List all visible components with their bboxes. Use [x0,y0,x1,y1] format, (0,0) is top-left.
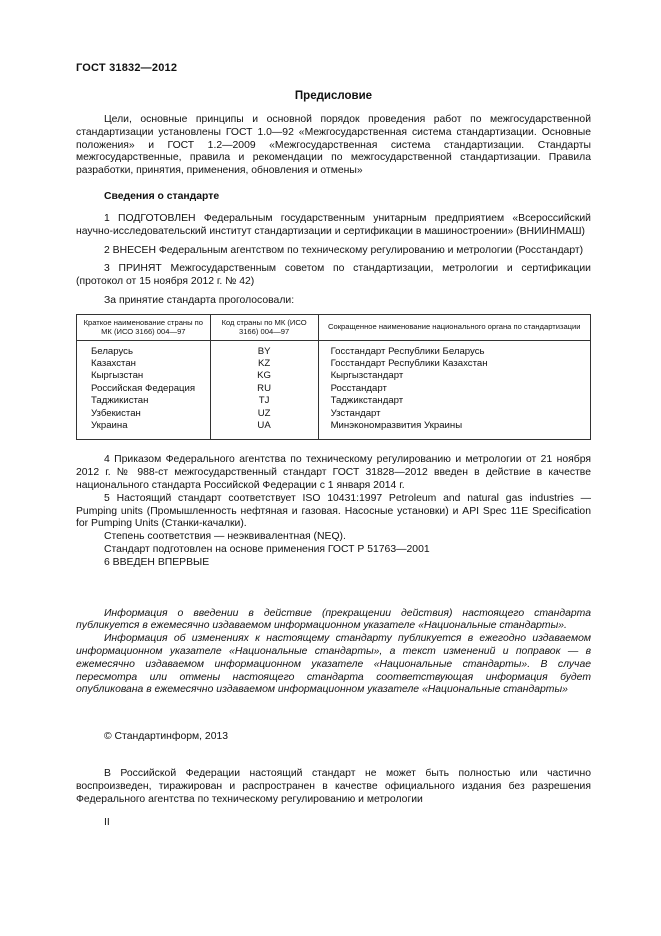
table-header-code: Код страны по МК (ИСО 3166) 004—97 [210,314,318,340]
basis-line: Стандарт подготовлен на основе применения ГОСТ Р 51763—2001 [104,544,430,555]
copyright-line: © Стандартинформ, 2013 [104,731,229,743]
cell-org: Узстандарт [318,408,590,420]
cell-code: BY [210,340,318,358]
cell-country: Кыргызстан [77,370,211,382]
clause-5-correspondence: 5 Настоящий стандарт соответствует ISO 10431:1997 Petroleum and natural gas industries — Pumping units (Промышленность нефтяная и газовая. Насосные установки) и API Spec 11E Specification for Pumping Units (Станки-качалки). [76,492,591,530]
publication-notes [76,608,591,698]
table-row [77,420,591,440]
clause-1-prepared: 1 ПОДГОТОВЛЕН Федеральным государственным унитарным предприятием «Всероссийский научно-исследовательский институт стандартизации и сертификации в машиностроении» (ВНИИНМАШ) [76,212,591,237]
cell-org: Госстандарт Республики Казахстан [318,358,590,370]
clause-3-accepted: 3 ПРИНЯТ Межгосударственным советом по стандартизации, метрологии и сертификации (протокол от 15 ноября 2012 г. № 42) [76,263,591,288]
cell-country: Таджикистан [77,395,211,407]
table-row [77,383,591,395]
cell-country: Украина [77,420,211,440]
table-row [77,370,591,382]
cell-code: TJ [210,395,318,407]
cell-org: Госстандарт Республики Беларусь [318,340,590,358]
cell-code: UZ [210,408,318,420]
voting-table-body [77,340,591,440]
doc-number: ГОСТ 31832—2012 [76,62,178,74]
cell-code: KG [210,370,318,382]
cell-code: UA [210,420,318,440]
cell-org: Таджикстандарт [318,395,590,407]
cell-country: Беларусь [77,340,211,358]
clause-2-submitted: 2 ВНЕСЕН Федеральным агентством по техническому регулированию и метрологии (Росстандарт) [104,244,584,256]
table-row [77,340,591,358]
voting-table-header [77,314,591,340]
degree-line: Степень соответствия — неэквивалентная (NEQ). [104,531,346,543]
table-row [77,358,591,370]
table-row [77,395,591,407]
note-enactment: Информация о введении в действие (прекращении действия) настоящего стандарта публикуется в ежемесячно издаваемом информационном указателе «Национальные стандарты». [76,607,591,632]
cell-code: RU [210,383,318,395]
table-row [77,408,591,420]
vote-intro-line: За принятие стандарта проголосовали: [104,294,295,306]
cell-org: Росстандарт [318,383,590,395]
note-amendments: Информация об изменениях к настоящему стандарту публикуется в ежегодно издаваемом информационном указателе «Национальные стандарты», а текст изменений и поправок — в ежемесячно издаваемом информационном указателе «Национальные стандарты». В случае пересмотра или отмены настоящего стандарта соответствующая информация будет опубликована в ежемесячно издаваемом информационном указателе «Национальные стандарты» [76,633,591,696]
page-content [76,62,591,830]
table-header-country: Краткое наименование страны по МК (ИСО 3166) 004—97 [77,314,211,340]
cell-org: Минэкономразвития Украины [318,420,590,440]
table-header-row [77,314,591,340]
voting-table [76,314,591,441]
cell-code: KZ [210,358,318,370]
standard-info-heading: Сведения о стандарте [104,190,220,202]
page-title: Предисловие [294,90,373,102]
cell-country: Узбекистан [77,408,211,420]
cell-org: Кыргызстандарт [318,370,590,382]
reproduction-restriction: В Российской Федерации настоящий стандарт не может быть полностью или частично воспроизведен, тиражирован и распространен в качестве официального издания без разрешения Федерального агентства по техническому регулированию и метрологии [76,767,591,805]
clause-4-order: 4 Приказом Федерального агентства по техническому регулированию и метрологии от 21 ноября 2012 г. № 988-ст межгосударственный стандарт ГОСТ 31828—2012 введен в действие в качестве национального стандарта Российской Федерации с 1 января 2014 г. [76,454,591,492]
cell-country: Казахстан [77,358,211,370]
page-number: II [104,817,110,829]
table-header-org: Сокращенное наименование национального органа по стандартизации [318,314,590,340]
intro-paragraph: Цели, основные принципы и основной порядок проведения работ по межгосударственной стандартизации установлены ГОСТ 1.0—92 «Межгосударственная система стандартизации. Основные положения» и ГОСТ 1.2—2009 «Межгосударственная система стандартизации. Стандарты межгосударственные, правила и рекомендации по межгосударственной стандартизации. Правила разработки, принятия, применения, обновления и отмены» [76,114,591,177]
cell-country: Российская Федерация [77,383,211,395]
clause-6-introduced: 6 ВВЕДЕН ВПЕРВЫЕ [104,556,210,568]
